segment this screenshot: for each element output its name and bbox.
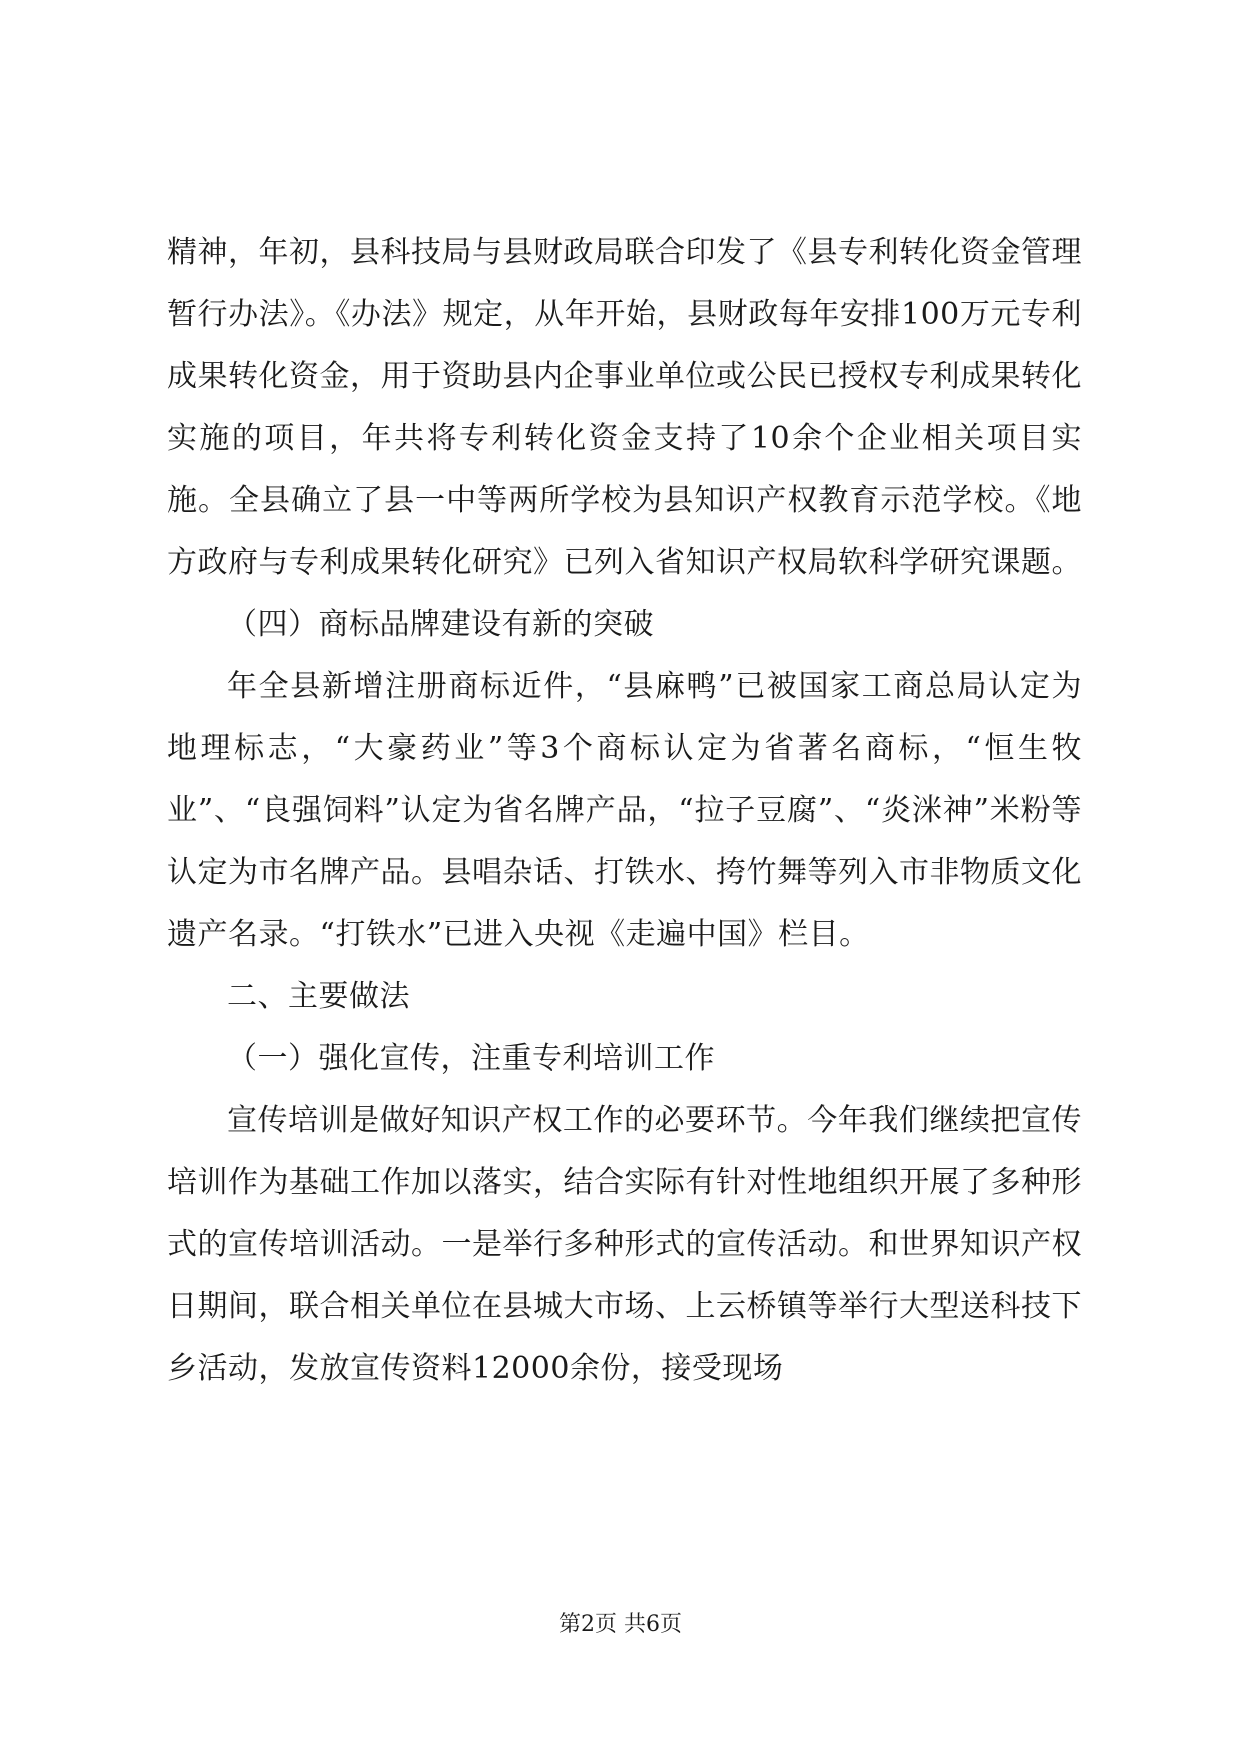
- section-heading-publicity: （一）强化宣传，注重专利培训工作: [227, 1041, 715, 1076]
- section-heading-main-practices: 二、主要做法: [227, 979, 410, 1014]
- document-body: [167, 222, 1082, 1400]
- section-heading-trademark: （四）商标品牌建设有新的突破: [227, 607, 654, 642]
- paragraph-trademark: 年全县新增注册商标近件，“县麻鸭”已被国家工商总局认定为地理标志，“大豪药业”等3个商标认定为省著名商标，“恒生牧业”、“良强饲料”认定为省名牌产品，“拉子豆腐”、“炎洣神”米粉等认定为市名牌产品。县唱杂话、打铁水、挎竹舞等列入市非物质文化遗产名录。“打铁水”已进入央视《走遍中国》栏目。: [167, 669, 1082, 952]
- paragraph-publicity: 宣传培训是做好知识产权工作的必要环节。今年我们继续把宣传培训作为基础工作加以落实，结合实际有针对性地组织开展了多种形式的宣传培训活动。一是举行多种形式的宣传活动。和世界知识产权日期间，联合相关单位在县城大市场、上云桥镇等举行大型送科技下乡活动，发放宣传资料12000余份，接受现场: [167, 1103, 1082, 1386]
- paragraph-continuation: 精神，年初，县科技局与县财政局联合印发了《县专利转化资金管理暂行办法》。《办法》规定，从年开始，县财政每年安排100万元专利成果转化资金，用于资助县内企事业单位或公民已授权专利成果转化实施的项目，年共将专利转化资金支持了10余个企业相关项目实施。全县确立了县一中等两所学校为县知识产权教育示范学校。《地方政府与专利成果转化研究》已列入省知识产权局软科学研究课题。: [167, 235, 1082, 580]
- page-footer: 第2页 共6页: [559, 1612, 682, 1637]
